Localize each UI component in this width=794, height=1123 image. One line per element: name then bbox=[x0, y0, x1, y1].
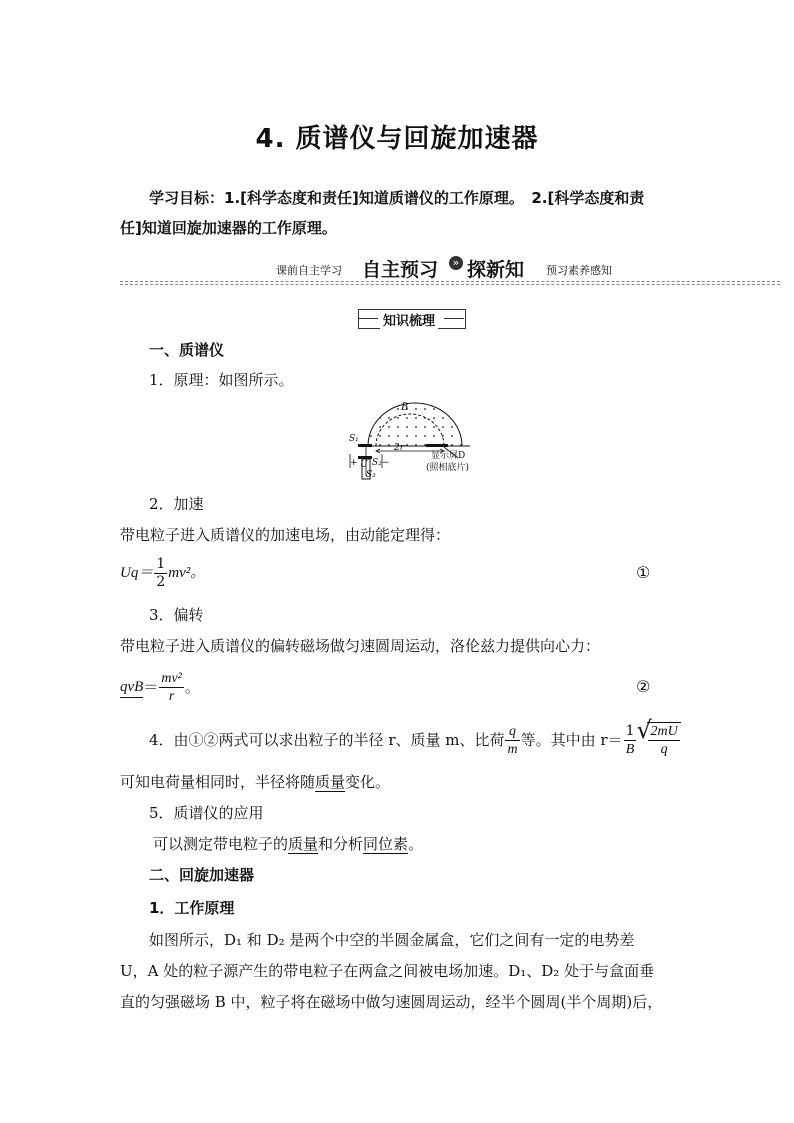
item-4-q: q bbox=[505, 723, 519, 741]
item-4-line-2-post: 变化。 bbox=[345, 773, 391, 791]
item-2: 2．加速 bbox=[149, 495, 204, 513]
item-4-rad-den: q bbox=[660, 742, 668, 757]
objectives-line-1: 学习目标：1.[科学态度和责任]知道质谱仪的工作原理。 2.[科学态度和责 bbox=[149, 189, 645, 207]
figure-B-label: B bbox=[401, 402, 409, 413]
item-4-pre: 4．由①②两式可以求出粒子的半径 r、质量 m、比荷 bbox=[149, 731, 505, 749]
item-5-pre: 可以测定带电粒子的 bbox=[153, 835, 289, 853]
eq2-lhs: qvB bbox=[120, 677, 143, 698]
section-tag-line-right bbox=[444, 318, 464, 319]
item-5-underlined-1: 质量 bbox=[288, 835, 319, 853]
banner-left: 课前自主学习 bbox=[276, 264, 342, 277]
eq1-num: 1 bbox=[156, 555, 166, 572]
eq2-equals: ＝ bbox=[143, 678, 159, 696]
eq2-num: mv² bbox=[161, 670, 182, 686]
equation-1-tag: ① bbox=[636, 563, 651, 582]
figure-U-label: U bbox=[360, 460, 368, 470]
section-2-heading: 二、回旋加速器 bbox=[149, 866, 255, 884]
figure-S2-label: S₂ bbox=[372, 458, 382, 468]
banner-divider-bottom bbox=[120, 284, 780, 285]
eq1-den: 2 bbox=[156, 573, 166, 590]
magnetic-field-region bbox=[368, 403, 462, 446]
item-4-one-over-B bbox=[624, 723, 637, 758]
item-4-line-2-pre: 可知电荷量相同时，半径将随 bbox=[120, 773, 316, 791]
section-1-heading: 一、质谱仪 bbox=[149, 341, 225, 359]
item-5: 5．质谱仪的应用 bbox=[149, 804, 264, 822]
item-5-line bbox=[153, 834, 423, 854]
item-4-radicand bbox=[648, 723, 679, 758]
equation-2-tag: ② bbox=[636, 677, 651, 696]
item-3-text: 带电粒子进入质谱仪的偏转磁场做匀速圆周运动，洛伦兹力提供向心力： bbox=[120, 637, 601, 655]
item-5-mid: 和分析 bbox=[318, 835, 364, 853]
banner-right: 预习素养感知 bbox=[546, 264, 612, 277]
figure-film-label: (照相底片) bbox=[426, 463, 470, 473]
paragraph-line-2: U，A 处的粒子源产生的带电粒子在两盒之间被电场加速。D₁、D₂ 处于与盒面垂 bbox=[120, 962, 655, 980]
page-title: 4. 质谱仪与回旋加速器 bbox=[255, 124, 539, 154]
figure-plus-label: + bbox=[350, 458, 358, 468]
section-2-item-1: 1．工作原理 bbox=[149, 899, 235, 917]
banner-divider-top bbox=[120, 281, 780, 282]
display-screen bbox=[426, 444, 448, 447]
banner-arrow-icon: » bbox=[449, 256, 463, 270]
item-4-mid: 等。其中由 r＝ bbox=[520, 731, 623, 749]
objectives-line-2: 任]知道回旋加速器的工作原理。 bbox=[120, 219, 337, 237]
eq1-fraction bbox=[154, 556, 167, 591]
item-4-underlined: 质量 bbox=[315, 773, 346, 791]
item-5-post: 。 bbox=[408, 835, 424, 853]
banner-main-2: 探新知 bbox=[467, 259, 525, 281]
figure-S3-label: S₃ bbox=[366, 470, 376, 480]
item-4 bbox=[149, 718, 681, 762]
item-4-rad-num: √ 2mU bbox=[650, 724, 678, 739]
eq1-lhs: Uq＝ bbox=[120, 565, 154, 581]
eq2-tail: 。 bbox=[184, 678, 200, 696]
item-4-qm-fraction bbox=[505, 723, 519, 758]
eq2-fraction bbox=[159, 670, 184, 705]
item-4-m: m bbox=[507, 741, 518, 757]
paragraph-line-1: 如图所示，D₁ 和 D₂ 是两个中空的半圆金属盒，它们之间有一定的电势差 bbox=[149, 931, 635, 949]
section-tag-line-left bbox=[358, 318, 378, 319]
item-4-line-2 bbox=[120, 772, 390, 792]
item-4-sqrt bbox=[647, 722, 680, 758]
item-4-B: B bbox=[625, 741, 635, 757]
eq1-tail: mv²。 bbox=[168, 565, 206, 581]
figure-minus-label: − bbox=[382, 458, 390, 468]
equation-2 bbox=[120, 666, 200, 708]
item-3: 3．偏转 bbox=[149, 606, 204, 624]
item-1: 1．原理：如图所示。 bbox=[149, 371, 294, 389]
figure-2r-label: 2r bbox=[394, 443, 405, 453]
item-4-one: 1 bbox=[625, 722, 635, 739]
figure-S1-label: S₁ bbox=[349, 434, 359, 444]
item-5-underlined-2: 同位素 bbox=[363, 835, 409, 853]
eq2-den: r bbox=[168, 688, 175, 704]
paragraph-line-3: 直的匀强磁场 B 中，粒子将在磁场中做匀速圆周运动，经半个圆周(半个周期)后， bbox=[120, 993, 663, 1011]
banner-main: 自主预习 bbox=[362, 259, 439, 281]
item-2-text: 带电粒子进入质谱仪的加速电场，由动能定理得： bbox=[120, 526, 451, 544]
section-tag: 知识梳理 bbox=[380, 310, 438, 329]
figure-screen-label: 显示屏D bbox=[431, 451, 466, 461]
equation-1 bbox=[120, 552, 205, 594]
